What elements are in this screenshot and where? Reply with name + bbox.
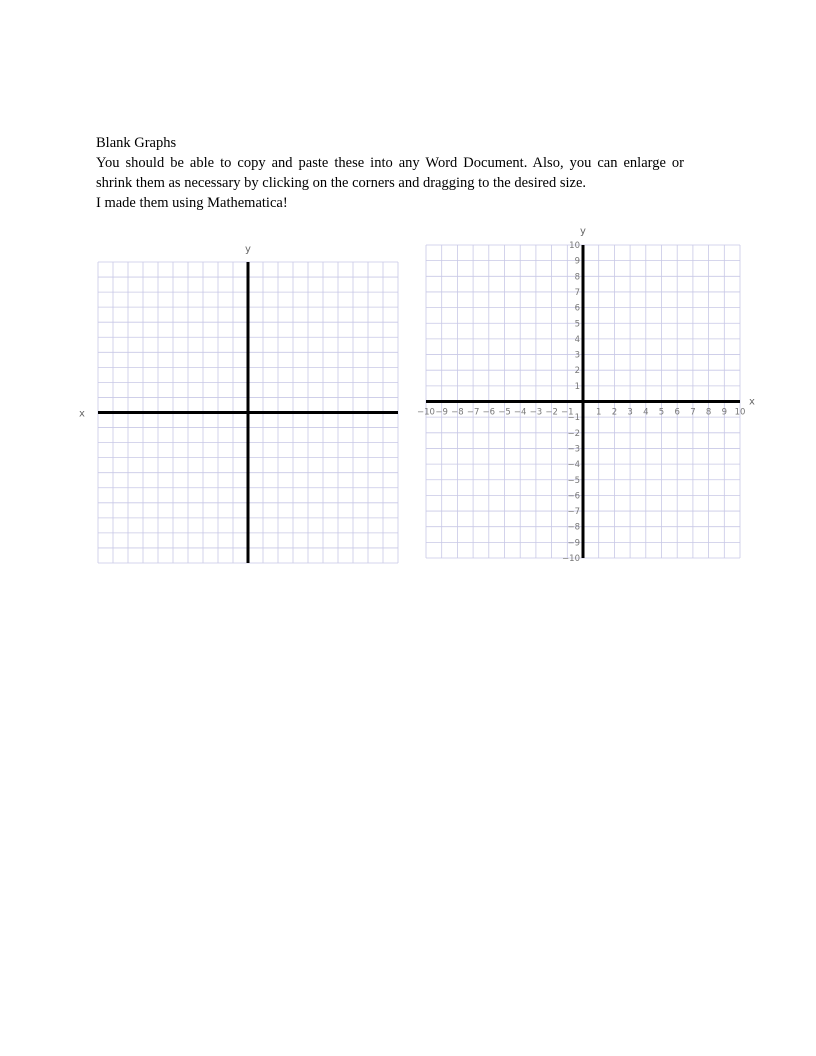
- x-tick-label: −1: [561, 407, 574, 418]
- y-tick-label: 7: [574, 287, 580, 298]
- blank-graph-labeled: [417, 226, 755, 564]
- y-tick-label: 4: [574, 334, 580, 345]
- paragraph-line-3: I made them using Mathematica!: [96, 195, 288, 211]
- x-tick-label: −5: [498, 407, 511, 418]
- y-tick-label: −2: [567, 428, 580, 439]
- x-tick-label: 1: [595, 407, 602, 418]
- y-tick-label: −6: [567, 491, 580, 502]
- x-axis-label: x: [749, 396, 755, 408]
- y-tick-label: 9: [574, 256, 580, 267]
- y-tick-label: −8: [567, 522, 580, 533]
- y-tick-label: 5: [574, 319, 580, 330]
- document-title: Blank Graphs: [96, 135, 177, 151]
- y-axis-label: y: [580, 226, 586, 237]
- x-tick-label: 3: [627, 407, 633, 418]
- x-tick-label: 2: [611, 407, 618, 418]
- x-tick-label: −4: [513, 407, 527, 418]
- y-tick-label: −9: [567, 538, 580, 549]
- y-tick-label: 1: [574, 381, 580, 392]
- x-tick-label: 9: [721, 407, 728, 418]
- y-tick-label: 3: [574, 350, 580, 361]
- x-tick-label: 4: [643, 407, 649, 418]
- y-tick-label: 6: [574, 303, 580, 314]
- x-tick-label: −3: [529, 407, 543, 418]
- x-tick-label: −8: [451, 407, 464, 418]
- x-tick-label: −6: [482, 407, 496, 418]
- y-tick-label: 2: [574, 366, 580, 377]
- y-tick-label: 10: [569, 241, 580, 251]
- x-tick-label: 10: [734, 407, 746, 418]
- x-tick-label: 8: [705, 407, 712, 418]
- paragraph-line-1: You should be able to copy and paste these into any Word Document. Also, you can enlarge or: [96, 155, 684, 171]
- paragraph-line-2: shrink them as necessary by clicking on the corners and dragging to the desired size.: [96, 175, 587, 191]
- y-tick-label: −1: [567, 413, 580, 424]
- y-tick-label: −7: [567, 507, 580, 518]
- x-tick-label: −10: [417, 407, 435, 418]
- x-tick-label: −2: [545, 407, 558, 418]
- blank-graph-unlabeled: [79, 244, 398, 563]
- x-tick-label: 7: [690, 407, 696, 418]
- y-tick-label: −3: [567, 444, 580, 455]
- y-axis-label: y: [245, 244, 251, 255]
- y-tick-label: 8: [574, 272, 580, 283]
- x-tick-label: −9: [435, 407, 448, 418]
- x-tick-label: 6: [674, 407, 680, 418]
- y-tick-label: −4: [567, 460, 580, 471]
- x-axis-label: x: [79, 408, 85, 420]
- y-tick-label: −5: [567, 475, 580, 486]
- y-tick-label: −10: [562, 554, 580, 564]
- x-tick-label: −7: [466, 407, 480, 418]
- x-tick-label: 5: [658, 407, 665, 418]
